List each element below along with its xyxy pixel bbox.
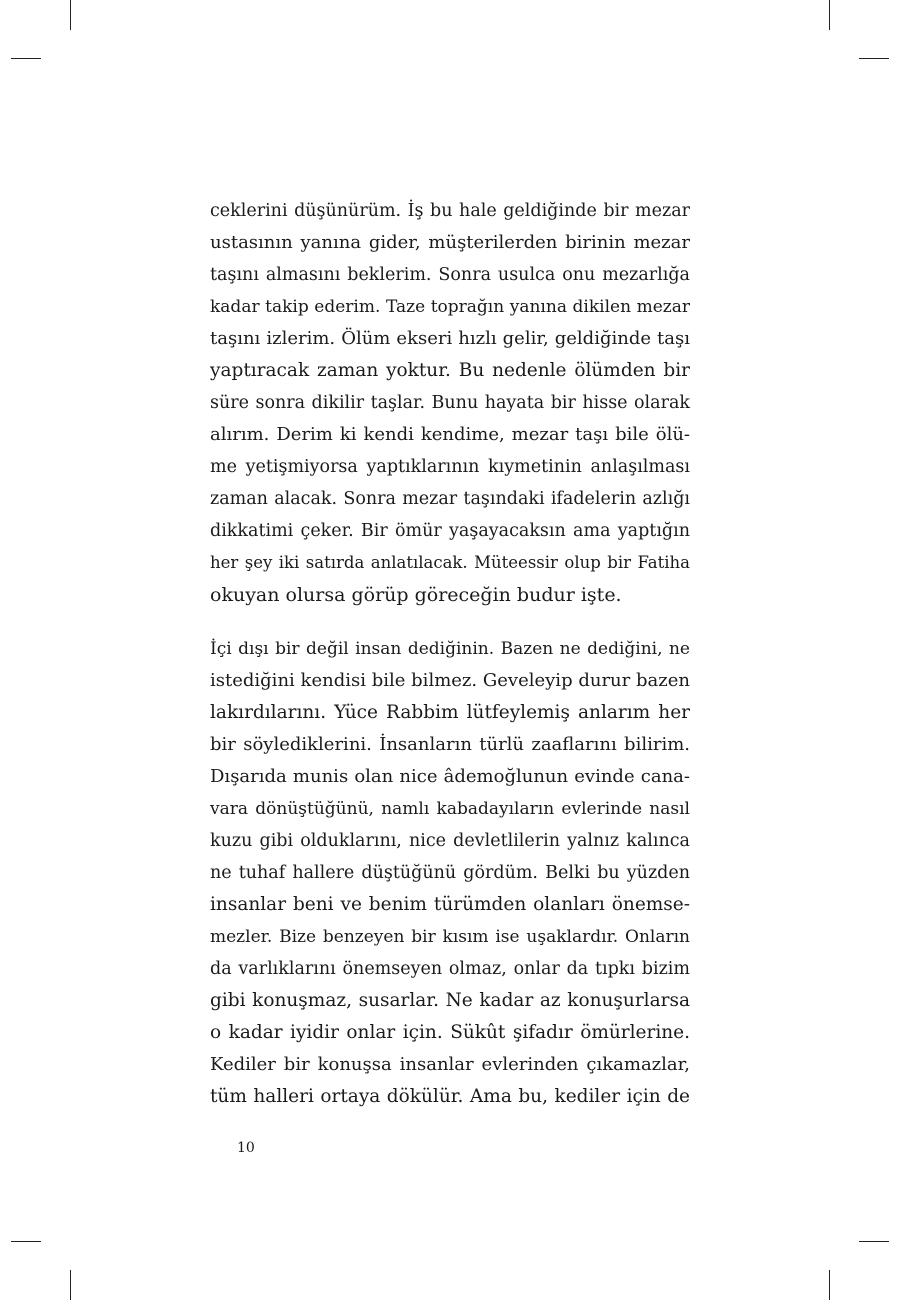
text-line: bir söylediklerini. İnsanların türlü zaaflarını bilirim. xyxy=(210,734,690,755)
text-line: kuzu gibi olduklarını, nice devletlilerin yalnız kalınca xyxy=(210,831,690,851)
text-line: alırım. Derim ki kendi kendime, mezar taşı bile ölü- xyxy=(210,424,690,445)
text-line: o kadar iyidir onlar için. Sükût şifadır ömürlerine. xyxy=(210,1022,690,1043)
crop-mark xyxy=(859,1241,889,1242)
text-line: istediğini kendisi bile bilmez. Geveleyip durur bazen xyxy=(210,670,690,691)
text-line: dikkatimi çeker. Bir ömür yaşayacaksın ama yaptığın xyxy=(210,521,690,541)
crop-mark xyxy=(11,1241,41,1242)
crop-mark xyxy=(70,1270,71,1300)
text-line: da varlıklarını önemseyen olmaz, onlar da tıpkı bizim xyxy=(210,959,690,979)
text-line: taşını almasını beklerim. Sonra usulca onu mezarlığa xyxy=(210,265,690,285)
paragraph-2 xyxy=(210,633,690,1113)
page-number: 10 xyxy=(237,1140,255,1156)
crop-mark xyxy=(11,58,41,59)
text-line: lakırdılarını. Yüce Rabbim lütfeylemiş anlarım her xyxy=(210,702,690,723)
crop-mark xyxy=(829,1270,830,1300)
text-line: İçi dışı bir değil insan dediğinin. Bazen ne dediğini, ne xyxy=(210,639,690,659)
crop-mark xyxy=(859,58,889,59)
body-text xyxy=(210,195,690,1113)
text-line: me yetişmiyorsa yaptıklarının kıymetinin anlaşılması xyxy=(210,457,690,477)
text-line: Kediler bir konuşsa insanlar evlerinden çıkamazlar, xyxy=(210,1054,690,1075)
text-line: vara dönüştüğünü, namlı kabadayıların evlerinde nasıl xyxy=(210,799,690,819)
text-line: insanlar beni ve benim türümden olanları önemse- xyxy=(210,894,690,915)
text-line: gibi konuşmaz, susarlar. Ne kadar az konuşurlarsa xyxy=(210,990,690,1011)
text-line: taşını izlerim. Ölüm ekseri hızlı gelir, geldiğinde taşı xyxy=(210,328,690,349)
text-line: Dışarıda munis olan nice âdemoğlunun evinde cana- xyxy=(210,766,690,787)
text-line: yaptıracak zaman yoktur. Bu nedenle ölümden bir xyxy=(210,360,690,381)
text-line: tüm halleri ortaya dökülür. Ama bu, kediler için de xyxy=(210,1086,690,1107)
text-line: her şey iki satırda anlatılacak. Müteessir olup bir Fatiha xyxy=(210,553,690,572)
text-line: ne tuhaf hallere düştüğünü gördüm. Belki bu yüzden xyxy=(210,863,690,883)
text-line: ceklerini düşünürüm. İş bu hale geldiğinde bir mezar xyxy=(210,201,690,221)
text-line: zaman alacak. Sonra mezar taşındaki ifadelerin azlığı xyxy=(210,489,690,509)
paragraph-1 xyxy=(210,195,690,611)
text-line: okuyan olursa görüp göreceğin budur işte. xyxy=(210,584,622,606)
text-line: mezler. Bize benzeyen bir kısım ise uşaklardır. Onların xyxy=(210,927,690,947)
paragraph-gap xyxy=(210,611,690,633)
text-line: süre sonra dikilir taşlar. Bunu hayata bir hisse olarak xyxy=(210,393,690,413)
crop-mark xyxy=(70,0,71,30)
text-line: ustasının yanına gider, müşterilerden birinin mezar xyxy=(210,232,690,253)
text-line: kadar takip ederim. Taze toprağın yanına dikilen mezar xyxy=(210,297,690,317)
crop-mark xyxy=(829,0,830,30)
